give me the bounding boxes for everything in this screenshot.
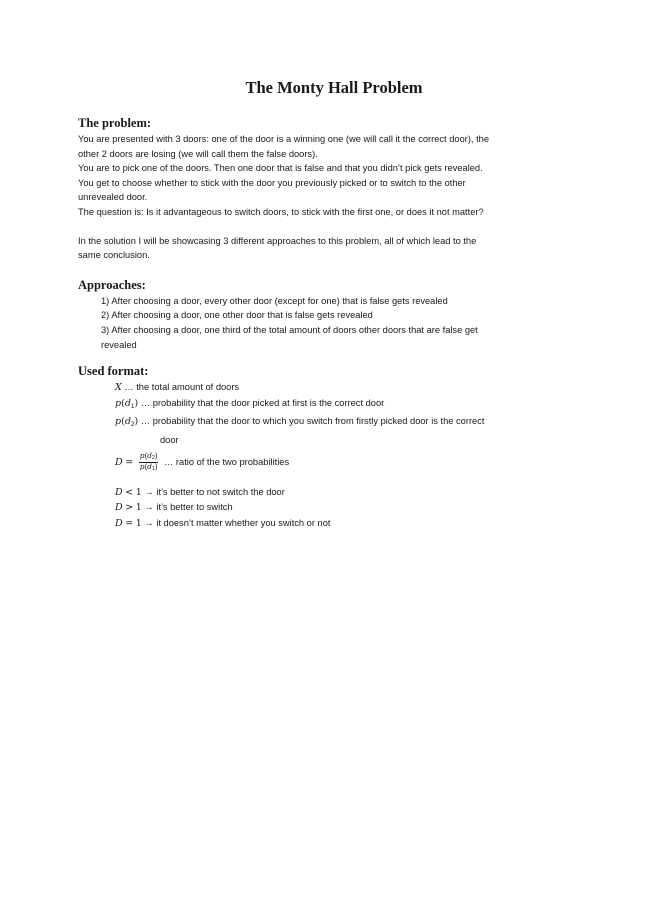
definition-p2: $p(d_2)$ … probability that the door to which you switch from firstly picked door is the correct bbox=[115, 416, 485, 429]
p1-description: … probability that the door picked at first is the correct door bbox=[138, 397, 385, 408]
D-description: … ratio of the two probabilities bbox=[161, 456, 290, 467]
D-symbol: D bbox=[115, 456, 123, 468]
problem-question: The question is: Is it advantageous to switch doors, to stick with the first one, or does it not matter? bbox=[78, 206, 484, 217]
condition-row: D < 1 → it’s better to not switch the door bbox=[115, 486, 285, 498]
list-item-text: 3) After choosing a door, one third of the total amount of doors other doors that are false get bbox=[101, 324, 478, 335]
d-symbol: d bbox=[124, 397, 131, 409]
definition-p1: $p(d_1)$ … probability that the door picked at first is the correct door bbox=[115, 397, 385, 410]
p2-description: … probability that the door to which you switch from firstly picked door is the correct bbox=[138, 416, 485, 427]
definition-x bbox=[115, 380, 580, 396]
problem-line: You are to pick one of the doors. Then one door that is false and that you didn’t pick gets revealed. bbox=[78, 163, 483, 174]
condition-value: 1 bbox=[135, 517, 142, 529]
solution-intro-line: same conclusion. bbox=[78, 250, 150, 261]
subscript: 2 bbox=[130, 421, 135, 429]
x-description: … the total amount of doors bbox=[121, 382, 240, 393]
approaches-list bbox=[78, 294, 580, 352]
p2-description-continuation: door bbox=[160, 434, 179, 445]
definition-D bbox=[115, 451, 580, 474]
ratio-fraction bbox=[139, 452, 159, 473]
list-item: 1) After choosing a door, every other door (except for one) that is false gets revealed bbox=[101, 295, 448, 306]
condition-description: it’s better to switch bbox=[156, 502, 233, 513]
fraction-denominator: p(d1) bbox=[139, 461, 158, 472]
condition-value: 1 bbox=[135, 502, 142, 514]
format-section bbox=[78, 363, 580, 531]
approaches-section bbox=[78, 277, 580, 352]
p-symbol: p bbox=[115, 416, 122, 428]
condition-description: it’s better to not switch the door bbox=[156, 486, 285, 497]
problem-section bbox=[78, 115, 580, 263]
operator: > bbox=[125, 502, 134, 514]
problem-line: You get to choose whether to stick with the door you previously picked or to switch to the other bbox=[78, 177, 466, 188]
fraction-numerator: p(d2) bbox=[139, 450, 158, 461]
list-item: 2) After choosing a door, one other door that is false gets revealed bbox=[101, 310, 373, 321]
solution-intro-line: In the solution I will be showcasing 3 different approaches to this problem, all of which lead to the bbox=[78, 235, 477, 246]
arrow-icon: → bbox=[144, 502, 154, 513]
problem-line: unrevealed door. bbox=[78, 192, 148, 203]
operator: < bbox=[125, 486, 134, 498]
p-symbol: p bbox=[115, 397, 122, 409]
operator: = bbox=[125, 517, 134, 529]
equals-sign: = bbox=[125, 456, 134, 468]
condition-value: 1 bbox=[135, 486, 142, 498]
d-symbol: d bbox=[124, 416, 131, 428]
problem-line: You are presented with 3 doors: one of the door is a winning one (we will call it the correct door), the bbox=[78, 134, 490, 144]
document-title: The Monty Hall Problem bbox=[245, 78, 423, 97]
x-symbol: X bbox=[115, 382, 122, 394]
list-item bbox=[101, 323, 580, 352]
condition-description: it doesn’t matter whether you switch or not bbox=[156, 517, 331, 528]
condition-row: D = 1 → it doesn’t matter whether you switch or not bbox=[115, 517, 331, 529]
format-heading: Used format: bbox=[78, 364, 149, 379]
format-definitions bbox=[78, 380, 580, 531]
subscript: 1 bbox=[130, 402, 135, 410]
condition-row: D > 1 → it’s better to switch bbox=[115, 502, 233, 514]
approaches-heading: Approaches: bbox=[78, 277, 146, 292]
problem-heading: The problem: bbox=[78, 116, 152, 130]
arrow-icon: → bbox=[144, 517, 154, 528]
problem-line: other 2 doors are losing (we will call them the false doors). bbox=[78, 148, 318, 159]
list-item-continuation: revealed bbox=[101, 339, 137, 350]
arrow-icon: → bbox=[144, 486, 154, 497]
